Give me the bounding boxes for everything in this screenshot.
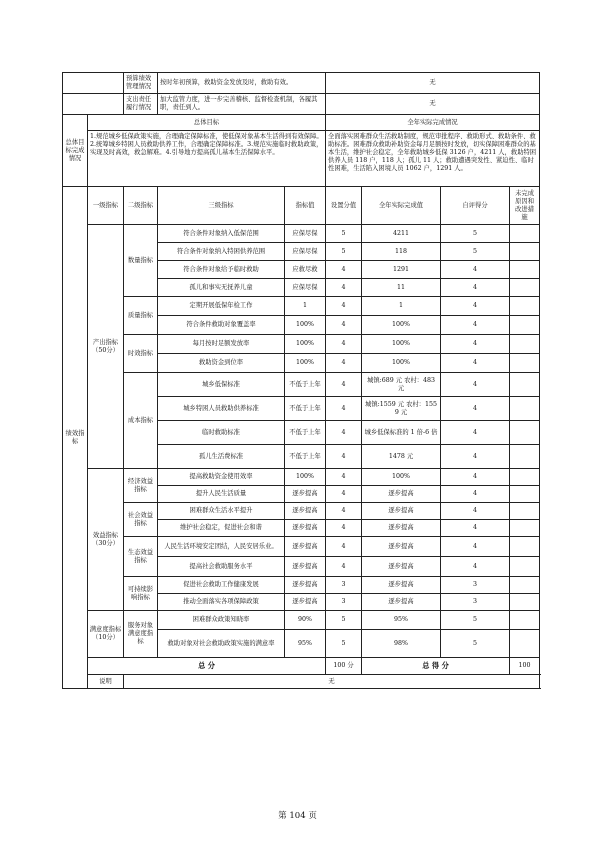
table-row — [63, 225, 540, 243]
indicator-score: 4 — [326, 520, 362, 537]
table-row — [63, 611, 540, 630]
indicator-reason — [510, 594, 540, 611]
note-label: 说明 — [88, 675, 124, 689]
page-suffix: 页 — [308, 811, 317, 821]
indicator-actual: 逐步提高 — [362, 557, 441, 577]
indicator-target: 不低于上年 — [285, 373, 326, 397]
indicator-self: 5 — [441, 630, 510, 658]
summary-section-label: 总体目标完成情况 — [63, 115, 88, 187]
indicator-score: 4 — [326, 557, 362, 577]
indicator-reason — [510, 557, 540, 577]
page-number-value: 104 — [289, 811, 306, 821]
total-score-value: 100 — [510, 658, 540, 675]
indicator-target: 不低于上年 — [285, 421, 326, 445]
indicator-reason — [510, 279, 540, 297]
indicator-reason — [510, 297, 540, 316]
indicator-target: 应保尽保 — [285, 279, 326, 297]
indicator-target: 1 — [285, 297, 326, 316]
table-row — [63, 335, 540, 354]
indicator-target: 应救尽救 — [285, 261, 326, 279]
indicator-target: 90% — [285, 611, 326, 630]
indicator-score: 4 — [326, 297, 362, 316]
total-value: 100 分 — [326, 658, 362, 675]
indicator-score: 4 — [326, 354, 362, 373]
group-ecological: 生态效益指标 — [124, 537, 158, 577]
performance-table — [62, 72, 540, 689]
indicator-self: 4 — [441, 316, 510, 335]
header-target: 指标值 — [285, 187, 326, 225]
table-row — [63, 469, 540, 486]
group-quantity: 数量指标 — [124, 225, 158, 297]
indicator-score: 5 — [326, 225, 362, 243]
indicator-name: 定期开展低保年检工作 — [158, 297, 285, 316]
group-quality: 质量指标 — [124, 297, 158, 335]
indicator-self: 4 — [441, 503, 510, 520]
indicator-target: 应保尽保 — [285, 243, 326, 261]
indicator-actual: 11 — [362, 279, 441, 297]
total-score-label: 总 得 分 — [362, 658, 510, 675]
indicator-name: 符合条件对象给予临时救助 — [158, 261, 285, 279]
indicator-actual: 城乡低保标准的 1 倍-6 倍 — [362, 421, 441, 445]
indicator-score: 5 — [326, 611, 362, 630]
header-self-score: 自评得分 — [441, 187, 510, 225]
header-score-set: 设置分值 — [326, 187, 362, 225]
indicator-actual: 95% — [362, 611, 441, 630]
indicator-name: 困难群众生活水平提升 — [158, 503, 285, 520]
indicator-actual: 1478 元 — [362, 445, 441, 469]
note-value: 无 — [124, 675, 540, 689]
indicator-score: 5 — [326, 243, 362, 261]
indicator-reason — [510, 354, 540, 373]
indicator-score: 3 — [326, 577, 362, 594]
indicator-self: 4 — [441, 335, 510, 354]
indicator-name: 提高救助资金使用效率 — [158, 469, 285, 486]
header-level3: 三级指标 — [158, 187, 285, 225]
indicator-name: 城乡特困人员救助供养标准 — [158, 397, 285, 421]
indicator-actual: 1 — [362, 297, 441, 316]
indicator-score: 4 — [326, 373, 362, 397]
indicator-score: 4 — [326, 316, 362, 335]
indicator-score: 4 — [326, 397, 362, 421]
indicator-target: 逐步提高 — [285, 503, 326, 520]
indicator-actual: 城镇:689 元 农村：483 元 — [362, 373, 441, 397]
header-level2: 二级指标 — [124, 187, 158, 225]
level1-effect: 效益指标（30分） — [88, 469, 124, 611]
actual-text: 全面落实困难群众生活救助制度，规范审批程序、救助形式、救助条件、救助标准。困难群众救助补助资金每月足额按时发放，切实保障困难群众的基本生活，维护社会稳定，全年救助城乡低保 3126 户，4211 人，救助特困供养人员 118 户，118 人；孤儿 11 人；救助遭遇突发性、紧迫性、临时性困难，生活陷入困境人员 1062 户，1291 人。 — [326, 131, 540, 187]
group-sustainable: 可持续影响指标 — [124, 577, 158, 611]
indicator-name: 推动全面落实各项保障政策 — [158, 594, 285, 611]
group-timeliness: 时效指标 — [124, 335, 158, 373]
indicator-score: 4 — [326, 469, 362, 486]
indicator-self: 5 — [441, 225, 510, 243]
group-service: 服务对象满意度指标 — [124, 611, 158, 658]
indicator-name: 每月按时足额发放率 — [158, 335, 285, 354]
group-economic: 经济效益指标 — [124, 469, 158, 503]
indicator-actual: 100% — [362, 335, 441, 354]
top-row-label: 预算绩效管理情况 — [124, 73, 158, 94]
summary-content-row — [63, 131, 540, 187]
indicator-score: 4 — [326, 421, 362, 445]
page-number — [0, 809, 595, 821]
indicator-self: 4 — [441, 354, 510, 373]
indicator-reason — [510, 335, 540, 354]
indicator-score: 4 — [326, 486, 362, 503]
indicator-target: 不低于上年 — [285, 397, 326, 421]
indicator-actual: 4211 — [362, 225, 441, 243]
indicator-name: 孤儿和事实无抚养儿童 — [158, 279, 285, 297]
table-row — [63, 503, 540, 520]
indicator-self: 4 — [441, 373, 510, 397]
indicator-target: 逐步提高 — [285, 520, 326, 537]
summary-header-row — [63, 115, 540, 131]
indicator-target: 100% — [285, 335, 326, 354]
indicator-name: 救助资金到位率 — [158, 354, 285, 373]
header-actual: 全年实际完成值 — [362, 187, 441, 225]
indicator-actual: 逐步提高 — [362, 486, 441, 503]
indicator-self: 4 — [441, 261, 510, 279]
indicator-name: 救助对象对社会救助政策实施的满意率 — [158, 630, 285, 658]
indicator-target: 95% — [285, 630, 326, 658]
indicator-self: 4 — [441, 469, 510, 486]
indicator-name: 维护社会稳定，促进社会和谐 — [158, 520, 285, 537]
indicator-reason — [510, 486, 540, 503]
indicator-target: 100% — [285, 354, 326, 373]
indicator-score: 4 — [326, 335, 362, 354]
indicator-self: 4 — [441, 557, 510, 577]
indicator-actual: 1291 — [362, 261, 441, 279]
indicator-score: 4 — [326, 279, 362, 297]
indicator-reason — [510, 445, 540, 469]
indicator-score: 5 — [326, 630, 362, 658]
goal-header: 总体目标 — [88, 115, 326, 131]
note-row — [63, 675, 540, 689]
goal-text: 1.规范城乡低保政策实施，合理确定保障标准，使低保对象基本生活得到有效保障。2.统筹城乡特困人员救助供养工作，合理确定保障标准。3.规范实施临时救助政策，实现及时高效，救急解难。4.引导地方提高孤儿基本生活保障水平。 — [88, 131, 326, 187]
indicator-target: 逐步提高 — [285, 557, 326, 577]
indicator-self: 4 — [441, 520, 510, 537]
total-label: 总 分 — [88, 658, 326, 675]
indicator-score: 4 — [326, 537, 362, 557]
indicator-name: 临时救助标准 — [158, 421, 285, 445]
indicator-reason — [510, 397, 540, 421]
indicator-name: 符合条件救助对象覆盖率 — [158, 316, 285, 335]
indicator-self: 5 — [441, 243, 510, 261]
top-row-value: 无 — [326, 73, 540, 94]
indicator-score: 3 — [326, 594, 362, 611]
level1-satisfaction: 满意度指标（10分） — [88, 611, 124, 658]
top-row-desc: 加大监管力度，进一步完善稽核、监督检查机制，各履其职，责任到人。 — [158, 94, 326, 115]
indicator-reason — [510, 225, 540, 243]
indicator-reason — [510, 611, 540, 630]
indicator-actual: 城镇:1559 元 农村：1559 元 — [362, 397, 441, 421]
header-reason: 未完成原因和改进措施 — [510, 187, 540, 225]
table-row — [63, 297, 540, 316]
indicator-self: 4 — [441, 279, 510, 297]
page-prefix: 第 — [278, 811, 287, 821]
indicator-name: 人民生活环境安定团结，人民安居乐业。 — [158, 537, 285, 557]
indicator-actual: 100% — [362, 316, 441, 335]
level1-output: 产出指标（50分） — [88, 225, 124, 469]
indicator-reason — [510, 261, 540, 279]
indicator-self: 4 — [441, 445, 510, 469]
indicator-name: 提高社会救助服务水平 — [158, 557, 285, 577]
indicator-self: 4 — [441, 537, 510, 557]
indicator-reason — [510, 577, 540, 594]
indicator-self: 4 — [441, 421, 510, 445]
indicator-actual: 逐步提高 — [362, 594, 441, 611]
indicator-score: 4 — [326, 445, 362, 469]
indicator-reason — [510, 469, 540, 486]
indicator-target: 逐步提高 — [285, 577, 326, 594]
header-level1: 一级指标 — [88, 187, 124, 225]
top-row-label: 支出责任履行情况 — [124, 94, 158, 115]
indicator-target: 逐步提高 — [285, 486, 326, 503]
totals-row — [63, 658, 540, 675]
table-row — [63, 373, 540, 397]
indicator-name: 提升人民生活质量 — [158, 486, 285, 503]
indicator-reason — [510, 503, 540, 520]
indicator-actual: 118 — [362, 243, 441, 261]
indicator-reason — [510, 316, 540, 335]
group-cost: 成本指标 — [124, 373, 158, 469]
indicator-actual: 逐步提高 — [362, 577, 441, 594]
indicator-actual: 98% — [362, 630, 441, 658]
indicator-score: 4 — [326, 503, 362, 520]
indicator-actual: 逐步提高 — [362, 503, 441, 520]
indicator-target: 应保尽保 — [285, 225, 326, 243]
indicator-score: 4 — [326, 261, 362, 279]
indicator-reason — [510, 630, 540, 658]
indicator-self: 4 — [441, 297, 510, 316]
indicator-name: 符合条件对象纳入特困供养范围 — [158, 243, 285, 261]
indicator-reason — [510, 520, 540, 537]
indicator-name: 困难群众政策知晓率 — [158, 611, 285, 630]
indicator-actual: 逐步提高 — [362, 520, 441, 537]
top-row — [63, 94, 540, 115]
indicator-self: 3 — [441, 577, 510, 594]
indicator-name: 符合条件对象纳入低保范围 — [158, 225, 285, 243]
perf-section-label: 绩效指标 — [63, 187, 88, 689]
table-row — [63, 577, 540, 594]
indicator-self: 3 — [441, 594, 510, 611]
top-row — [63, 73, 540, 94]
actual-header: 全年实际完成情况 — [326, 115, 540, 131]
indicator-name: 城乡低保标准 — [158, 373, 285, 397]
perf-header-row — [63, 187, 540, 225]
indicator-name: 孤儿生活费标准 — [158, 445, 285, 469]
indicator-actual: 100% — [362, 354, 441, 373]
indicator-reason — [510, 421, 540, 445]
indicator-actual: 逐步提高 — [362, 537, 441, 557]
indicator-target: 逐步提高 — [285, 537, 326, 557]
indicator-reason — [510, 243, 540, 261]
indicator-reason — [510, 537, 540, 557]
indicator-target: 逐步提高 — [285, 594, 326, 611]
group-social: 社会效益指标 — [124, 503, 158, 537]
indicator-self: 4 — [441, 397, 510, 421]
indicator-target: 100% — [285, 469, 326, 486]
indicator-target: 不低于上年 — [285, 445, 326, 469]
indicator-self: 4 — [441, 486, 510, 503]
table-row — [63, 537, 540, 557]
indicator-name: 促进社会救助工作健康发展 — [158, 577, 285, 594]
top-row-value: 无 — [326, 94, 540, 115]
indicator-self: 5 — [441, 611, 510, 630]
indicator-reason — [510, 373, 540, 397]
indicator-target: 100% — [285, 316, 326, 335]
indicator-actual: 100% — [362, 469, 441, 486]
top-row-desc: 按时年初预算，救助资金发放及时，救助有效。 — [158, 73, 326, 94]
